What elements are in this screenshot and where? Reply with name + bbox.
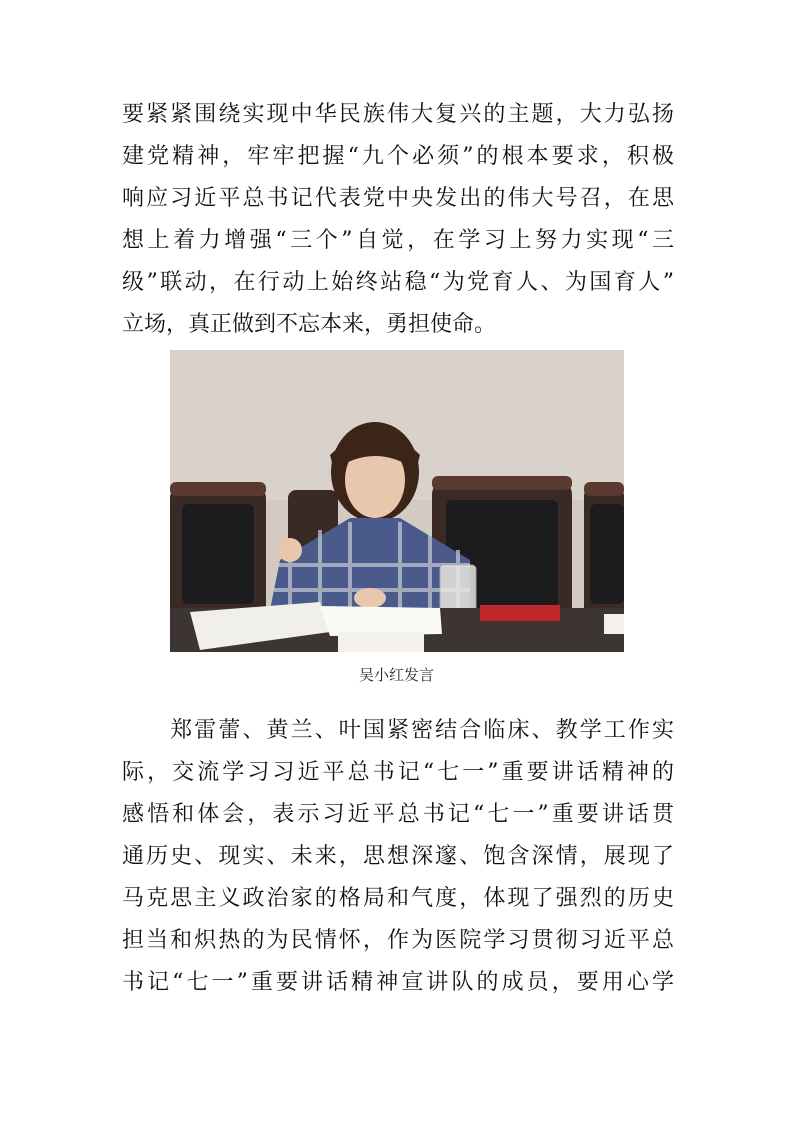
paragraph-2-line: 通历史、现实、未来，思想深邃、饱含深情，展现了 <box>122 844 674 869</box>
paragraph-1-line: 响应习近平总书记代表党中央发出的伟大号召，在思 <box>122 186 674 211</box>
paragraph-1-line: 要紧紧围绕实现中华民族伟大复兴的主题，大力弘扬 <box>122 102 674 127</box>
paragraph-1 <box>122 94 674 346</box>
paragraph-1-line: 建党精神，牢牢把握“九个必须”的根本要求，积极 <box>122 144 674 169</box>
meeting-photo <box>170 350 624 652</box>
paragraph-2-line: 郑雷蕾、黄兰、叶国紧密结合临床、教学工作实 <box>122 718 674 743</box>
paragraph-2-line: 际，交流学习习近平总书记“七一”重要讲话精神的 <box>122 760 674 785</box>
paragraph-2 <box>122 710 674 1004</box>
paragraph-1-line: 级”联动，在行动上始终站稳“为党育人、为国育人” <box>122 270 674 295</box>
paragraph-2-line: 马克思主义政治家的格局和气度，体现了强烈的历史 <box>122 886 674 911</box>
paragraph-2-line: 书记“七一”重要讲话精神宣讲队的成员，要用心学 <box>122 970 674 995</box>
paragraph-1-line: 想上着力增强“三个”自觉，在学习上努力实现“三 <box>122 228 674 253</box>
paragraph-1-line: 立场，真正做到不忘本来，勇担使命。 <box>122 312 497 337</box>
paragraph-2-line: 感悟和体会，表示习近平总书记“七一”重要讲话贯 <box>122 802 674 827</box>
photo-caption: 吴小红发言 <box>358 666 434 684</box>
paragraph-2-line: 担当和炽热的为民情怀，作为医院学习贯彻习近平总 <box>122 928 674 953</box>
